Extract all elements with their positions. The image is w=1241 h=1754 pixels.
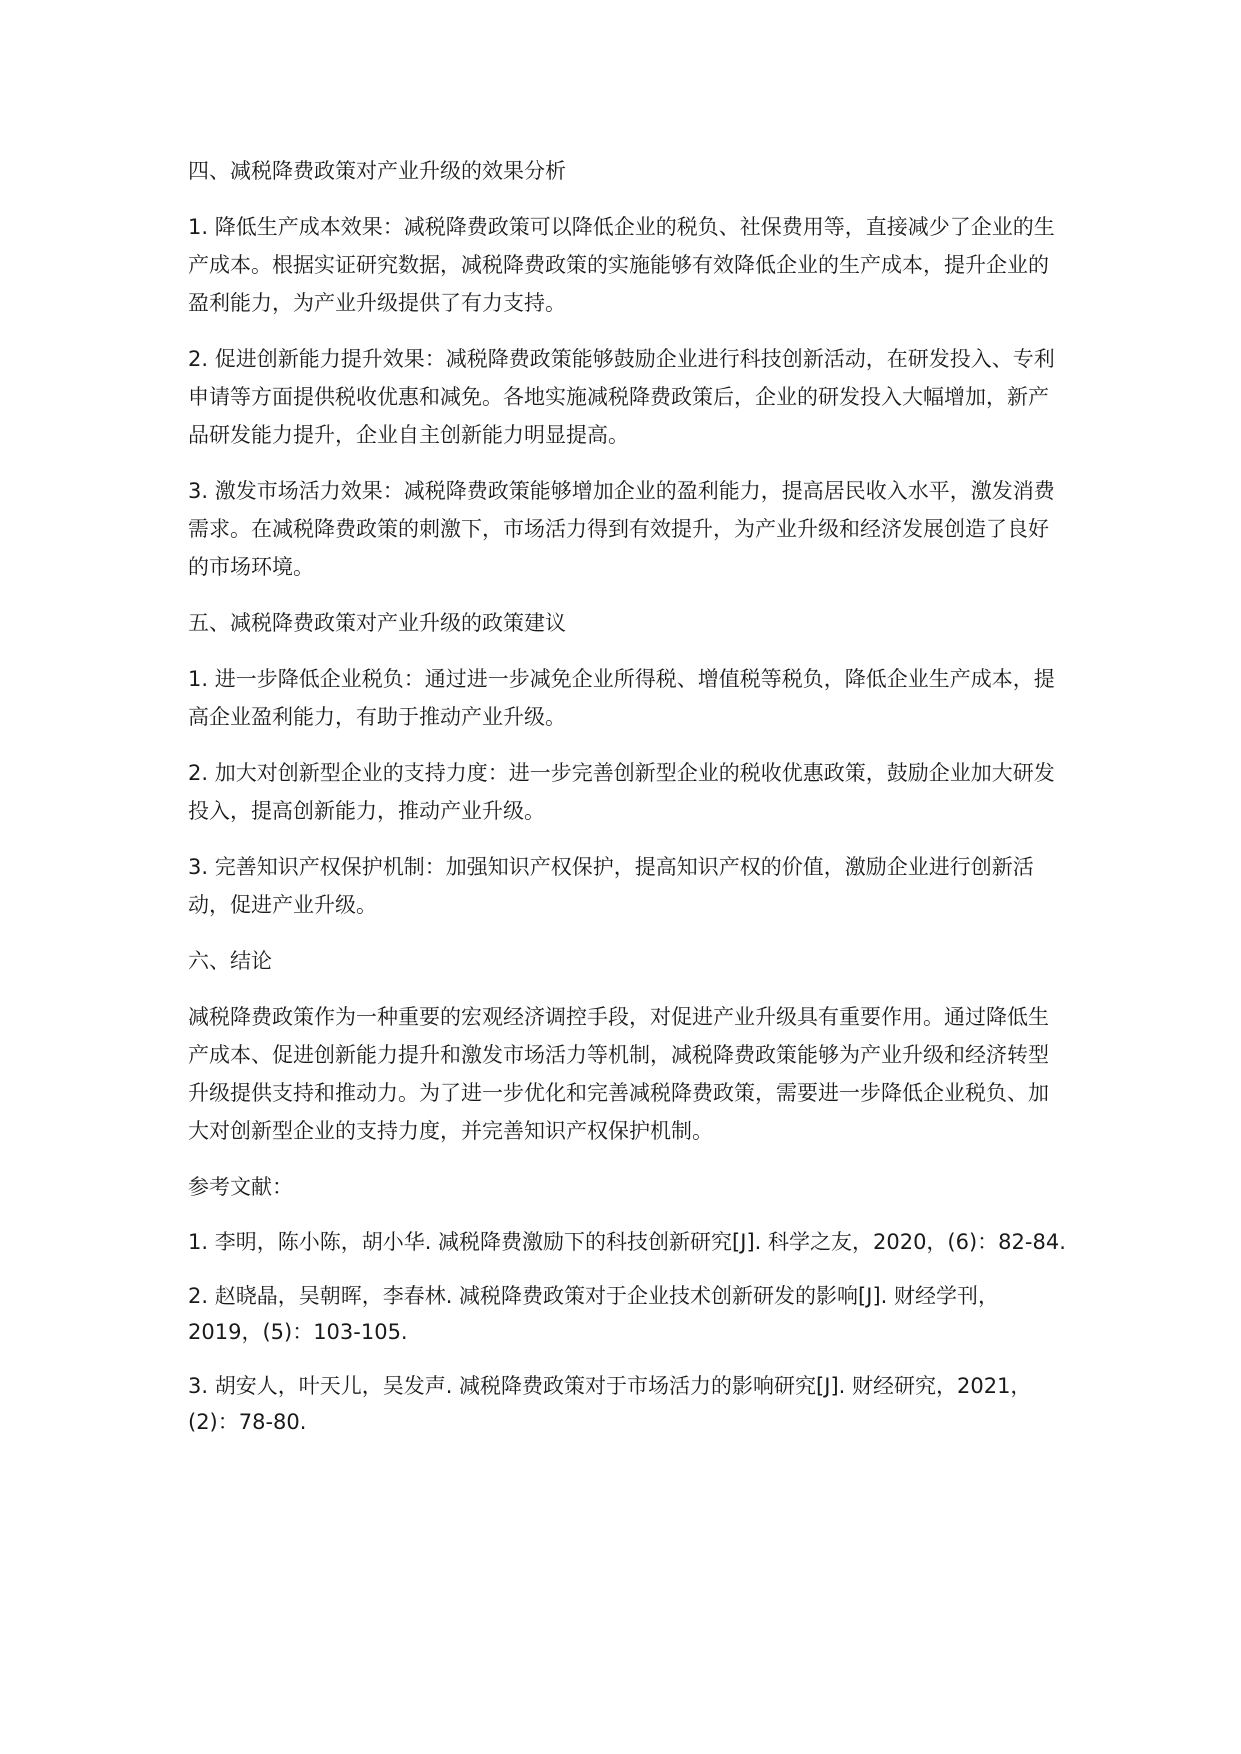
reference-item: 1. 李明，陈小陈，胡小华. 减税降费激励下的科技创新研究[J]. 科学之友，2020，(6)：82-84.: [188, 1230, 1066, 1254]
paragraph-innovation: 2. 促进创新能力提升效果：减税降费政策能够鼓励企业进行科技创新活动，在研发投入、专利申请等方面提供税收优惠和减免。各地实施减税降费政策后，企业的研发投入大幅增加，新产品研发能力提升，企业自主创新能力明显提高。: [188, 347, 1055, 447]
document-body: [188, 152, 1068, 1458]
section-heading-conclusion: 六、结论: [188, 949, 272, 973]
section-heading-effects: 四、减税降费政策对产业升级的效果分析: [188, 159, 566, 183]
paragraph-conclusion: 减税降费政策作为一种重要的宏观经济调控手段，对促进产业升级具有重要作用。通过降低生产成本、促进创新能力提升和激发市场活力等机制，减税降费政策能够为产业升级和经济转型升级提供支持和推动力。为了进一步优化和完善减税降费政策，需要进一步降低企业税负、加大对创新型企业的支持力度，并完善知识产权保护机制。: [188, 1005, 1049, 1143]
paragraph-cost-reduction: 1. 降低生产成本效果：减税降费政策可以降低企业的税负、社保费用等，直接减少了企业的生产成本。根据实证研究数据，减税降费政策的实施能够有效降低企业的生产成本，提升企业的盈利能力，为产业升级提供了有力支持。: [188, 215, 1055, 315]
paragraph-support-innovators: 2. 加大对创新型企业的支持力度：进一步完善创新型企业的税收优惠政策，鼓励企业加大研发投入，提高创新能力，推动产业升级。: [188, 761, 1055, 823]
references-heading: 参考文献：: [188, 1175, 293, 1199]
reference-item: 2. 赵晓晶，吴朝晖，李春林. 减税降费政策对于企业技术创新研发的影响[J]. 财经学刊，2019，(5)：103-105.: [188, 1284, 999, 1344]
reference-item: 3. 胡安人，叶天儿，吴发声. 减税降费政策对于市场活力的影响研究[J]. 财经研究，2021，(2)：78-80.: [188, 1374, 1032, 1434]
section-heading-suggestions: 五、减税降费政策对产业升级的政策建议: [188, 611, 566, 635]
paragraph-market-vitality: 3. 激发市场活力效果：减税降费政策能够增加企业的盈利能力，提高居民收入水平，激发消费需求。在减税降费政策的刺激下，市场活力得到有效提升，为产业升级和经济发展创造了良好的市场环境。: [188, 479, 1055, 579]
paragraph-lower-tax: 1. 进一步降低企业税负：通过进一步减免企业所得税、增值税等税负，降低企业生产成本，提高企业盈利能力，有助于推动产业升级。: [188, 667, 1055, 729]
paragraph-ip-protection: 3. 完善知识产权保护机制：加强知识产权保护，提高知识产权的价值，激励企业进行创新活动，促进产业升级。: [188, 855, 1034, 917]
